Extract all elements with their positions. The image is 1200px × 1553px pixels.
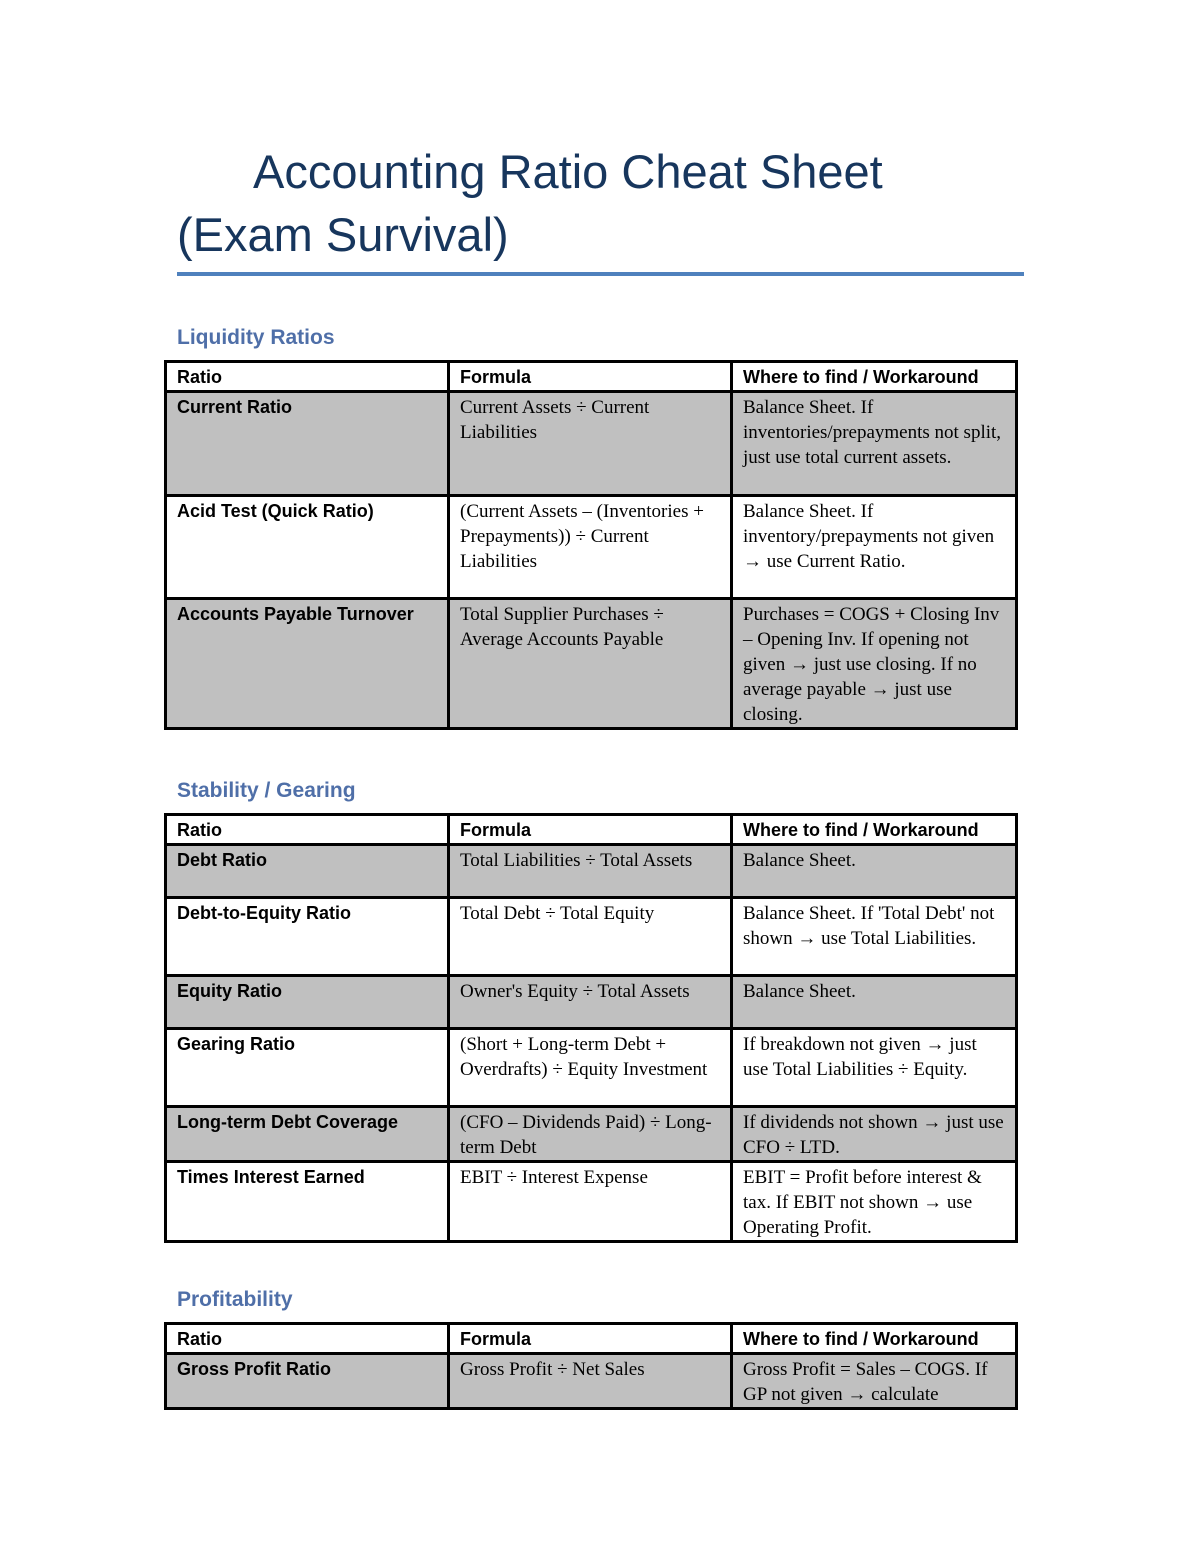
ratio-name: Debt Ratio <box>166 845 449 898</box>
table-header-row <box>166 362 1017 392</box>
ratio-name: Accounts Payable Turnover <box>166 599 449 729</box>
table-header-row <box>166 1324 1017 1354</box>
section-heading-profitability: Profitability <box>177 1288 293 1311</box>
ratio-formula: Total Liabilities ÷ Total Assets <box>449 845 732 898</box>
table-row <box>166 496 1017 599</box>
liquidity-ratios-table <box>164 360 1018 730</box>
ratio-name: Gross Profit Ratio <box>166 1354 449 1409</box>
ratio-formula: Owner's Equity ÷ Total Assets <box>449 976 732 1029</box>
header-where: Where to find / Workaround <box>732 1324 1017 1354</box>
ratio-name: Debt-to-Equity Ratio <box>166 898 449 976</box>
profitability-table <box>164 1322 1018 1410</box>
ratio-workaround: Balance Sheet. If inventory/prepayments not given → use Current Ratio. <box>732 496 1017 599</box>
ratio-formula: EBIT ÷ Interest Expense <box>449 1162 732 1242</box>
ratio-workaround: Balance Sheet. <box>732 976 1017 1029</box>
header-formula: Formula <box>449 362 732 392</box>
table-row <box>166 392 1017 496</box>
ratio-workaround: Balance Sheet. <box>732 845 1017 898</box>
ratio-formula: (CFO – Dividends Paid) ÷ Long-term Debt <box>449 1107 732 1162</box>
table-row <box>166 898 1017 976</box>
ratio-name: Acid Test (Quick Ratio) <box>166 496 449 599</box>
ratio-workaround: Balance Sheet. If inventories/prepayments not split, just use total current assets. <box>732 392 1017 496</box>
ratio-workaround: EBIT = Profit before interest & tax. If EBIT not shown → use Operating Profit. <box>732 1162 1017 1242</box>
header-ratio: Ratio <box>166 362 449 392</box>
table-row <box>166 976 1017 1029</box>
table-row <box>166 1107 1017 1162</box>
header-ratio: Ratio <box>166 1324 449 1354</box>
ratio-formula: Gross Profit ÷ Net Sales <box>449 1354 732 1409</box>
table-row <box>166 845 1017 898</box>
ratio-formula: (Current Assets – (Inventories + Prepayments)) ÷ Current Liabilities <box>449 496 732 599</box>
section-heading-stability: Stability / Gearing <box>177 779 356 802</box>
table-row <box>166 1029 1017 1107</box>
document-title: Accounting Ratio Cheat Sheet (Exam Survival) <box>177 145 883 261</box>
ratio-formula: Current Assets ÷ Current Liabilities <box>449 392 732 496</box>
header-where: Where to find / Workaround <box>732 815 1017 845</box>
ratio-formula: Total Supplier Purchases ÷ Average Accounts Payable <box>449 599 732 729</box>
ratio-formula: (Short + Long-term Debt + Overdrafts) ÷ Equity Investment <box>449 1029 732 1107</box>
table-header-row <box>166 815 1017 845</box>
ratio-name: Times Interest Earned <box>166 1162 449 1242</box>
section-heading-liquidity: Liquidity Ratios <box>177 326 335 349</box>
stability-gearing-table <box>164 813 1018 1243</box>
ratio-workaround: Balance Sheet. If 'Total Debt' not shown → use Total Liabilities. <box>732 898 1017 976</box>
header-where: Where to find / Workaround <box>732 362 1017 392</box>
ratio-workaround: Gross Profit = Sales – COGS. If GP not given → calculate <box>732 1354 1017 1409</box>
table-row <box>166 599 1017 729</box>
ratio-name: Equity Ratio <box>166 976 449 1029</box>
table-row <box>166 1354 1017 1409</box>
title-underline <box>177 272 1024 276</box>
ratio-workaround: If breakdown not given → just use Total Liabilities ÷ Equity. <box>732 1029 1017 1107</box>
ratio-formula: Total Debt ÷ Total Equity <box>449 898 732 976</box>
table-row <box>166 1162 1017 1242</box>
ratio-name: Gearing Ratio <box>166 1029 449 1107</box>
ratio-name: Current Ratio <box>166 392 449 496</box>
header-ratio: Ratio <box>166 815 449 845</box>
ratio-workaround: Purchases = COGS + Closing Inv – Opening Inv. If opening not given → just use closing. If no average payable → just use closing. <box>732 599 1017 729</box>
header-formula: Formula <box>449 1324 732 1354</box>
header-formula: Formula <box>449 815 732 845</box>
ratio-name: Long-term Debt Coverage <box>166 1107 449 1162</box>
ratio-workaround: If dividends not shown → just use CFO ÷ LTD. <box>732 1107 1017 1162</box>
